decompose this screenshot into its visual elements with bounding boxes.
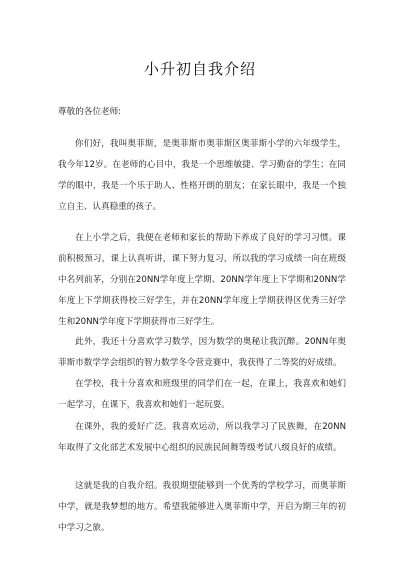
paragraph-introduction: 你们好，我叫奥菲斯，是奥菲斯市奥菲斯区奥菲斯小学的六年级学生，我今年12岁。在老师的心目中，我是一个思维敏捷、学习勤奋的学生；在同学的眼中，我是一个乐于助人、性格开朗的朋友；在家长眼中，我是一个独立自主、认真稳重的孩子。 [58, 139, 346, 212]
salutation: 尊敬的各位老师: [58, 107, 122, 117]
paragraph-math: 此外，我还十分喜欢学习数学，因为数学的奥秘让我沉醉。20NN年奥菲斯市数学学会组织的智力数学冬令营竞赛中，我获得了二等奖的好成绩。 [58, 337, 346, 368]
document-title: 小升初自我介绍 [143, 60, 256, 78]
paragraph-hobbies: 在课外，我的爱好广泛。我喜欢运动，所以我学习了民族舞，在20NN年取得了文化部艺术发展中心组织的民族民间舞等级考试八级良好的成绩。 [58, 422, 346, 453]
paragraph-closing: 这就是我的自我介绍。我很期望能够到一个优秀的学校学习，而奥菲斯中学，就是我梦想的地方。希望我能够进入奥菲斯中学，开启为期三年的初中学习之旅。 [58, 481, 346, 533]
paragraph-study-habits: 在上小学之后，我便在老师和家长的帮助下养成了良好的学习习惯。课前积极预习，课上认真听讲，课下努力复习，所以我的学习成绩一向在班级中名列前茅，分别在20NN学年度上学期、20NN学年度上下学期和20NN学年度上下学期获得校三好学生，并在20NN学年度上学期获得区优秀三好学生和20NN学年度下学期获得市三好学生。 [58, 233, 346, 327]
paragraph-school: 在学校，我十分喜欢和班级里的同学们在一起，在课上，我喜欢和她们一起学习，在课下，我喜欢和她们一起玩耍。 [58, 379, 346, 410]
